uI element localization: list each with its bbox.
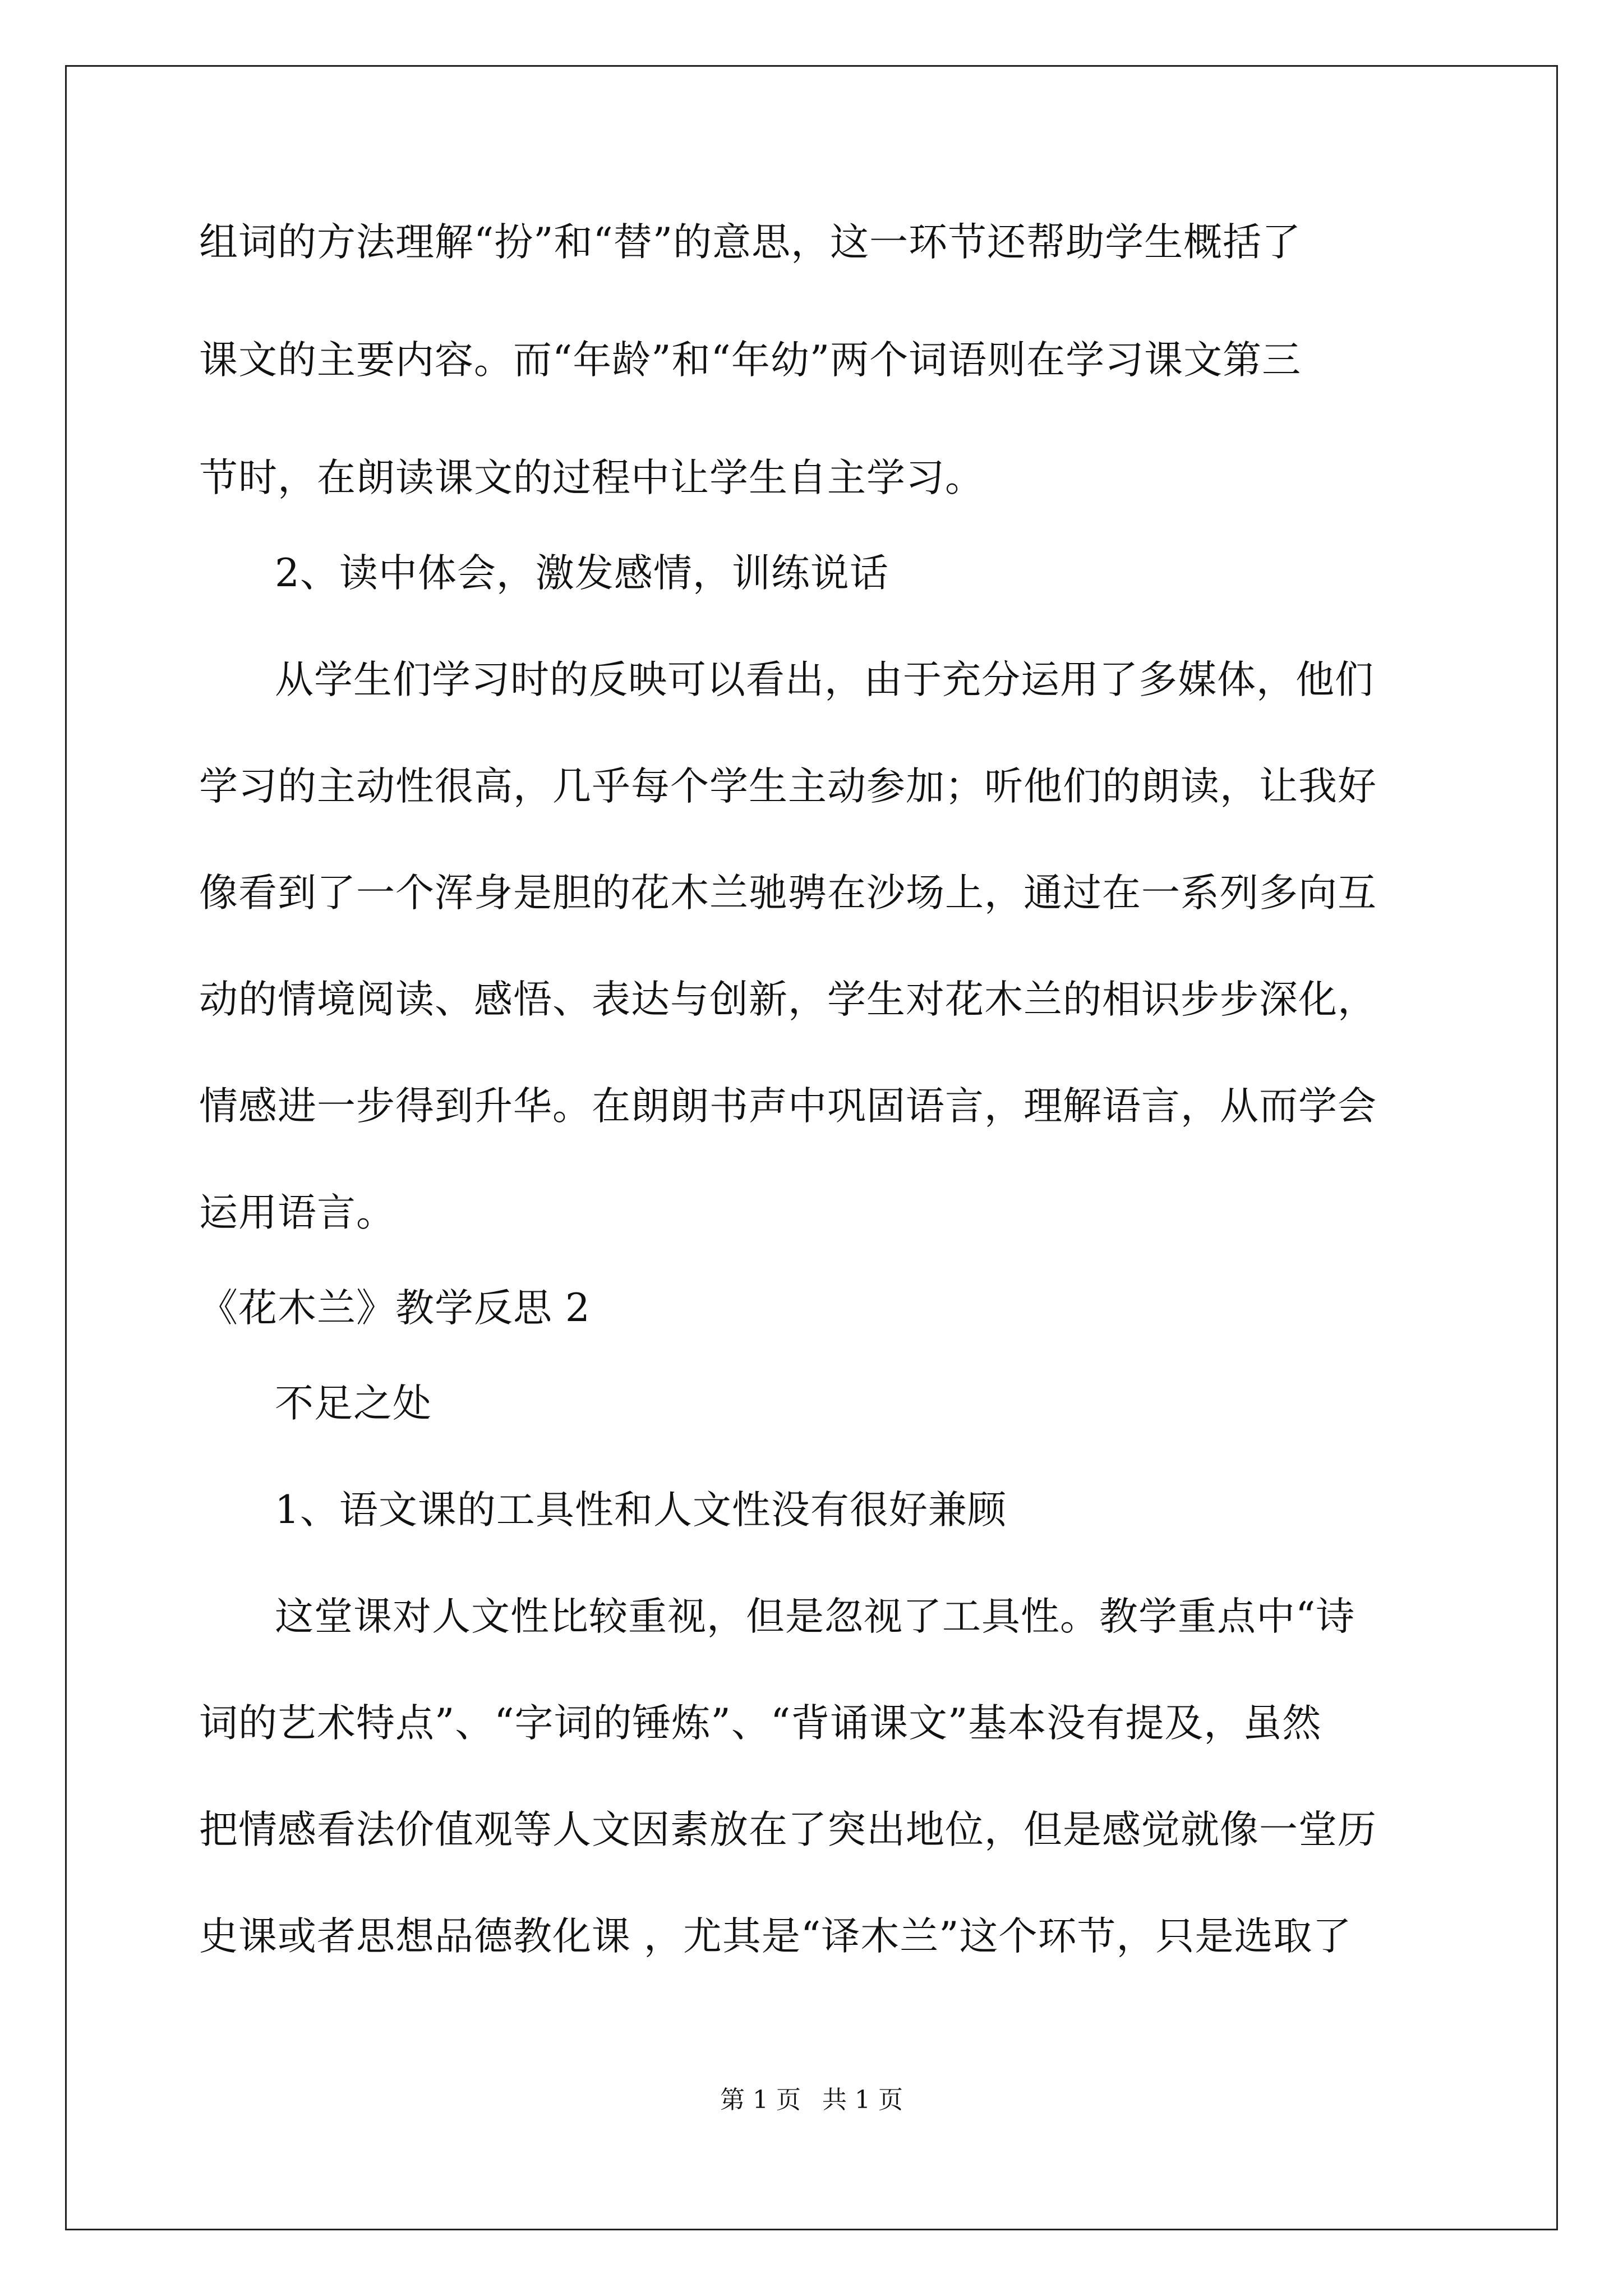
section-subheading: 不足之处 (275, 1381, 432, 1426)
body-line: 情感进一步得到升华。在朗朗书声中巩固语言，理解语言，从而学会 (199, 1084, 1377, 1129)
body-line: 动的情境阅读、感悟、表达与创新，学生对花木兰的相识步步深化， (199, 977, 1377, 1022)
body-line: 运用语言。 (199, 1190, 395, 1235)
page-footer (0, 2085, 1623, 2116)
body-line: 词的艺术特点”、“字词的锤炼”、“背诵课文”基本没有提及，虽然 (199, 1701, 1322, 1746)
body-line: 组词的方法理解“扮”和“替”的意思，这一环节还帮助学生概括了 (199, 220, 1302, 265)
page-total: 共 1 页 (822, 2086, 903, 2114)
body-line: 这堂课对人文性比较重视，但是忽视了工具性。教学重点中“诗 (275, 1594, 1355, 1639)
page-number: 第 1 页 (720, 2086, 801, 2114)
section-subheading: 2、读中体会，激发感情，训练说话 (275, 551, 889, 596)
body-line: 课文的主要内容。而“年龄”和“年幼”两个词语则在学习课文第三 (199, 338, 1302, 383)
body-line: 把情感看法价值观等人文因素放在了突出地位，但是感觉就像一堂历 (199, 1807, 1377, 1852)
body-line: 节时，在朗读课文的过程中让学生自主学习。 (199, 455, 984, 500)
body-line: 从学生们学习时的反映可以看出，由于充分运用了多媒体，他们 (275, 657, 1374, 702)
page-border (65, 65, 1558, 2230)
section-title: 《花木兰》教学反思 2 (199, 1286, 591, 1331)
body-line: 像看到了一个浑身是胆的花木兰驰骋在沙场上，通过在一系列多向互 (199, 871, 1377, 915)
body-line: 学习的主动性很高，几乎每个学生主动参加；听他们的朗读，让我好 (199, 764, 1377, 809)
section-subheading: 1、语文课的工具性和人文性没有很好兼顾 (275, 1488, 1007, 1533)
body-line: 史课或者思想品德教化课 ，尤其是“译木兰”这个环节，只是选取了 (199, 1914, 1352, 1959)
